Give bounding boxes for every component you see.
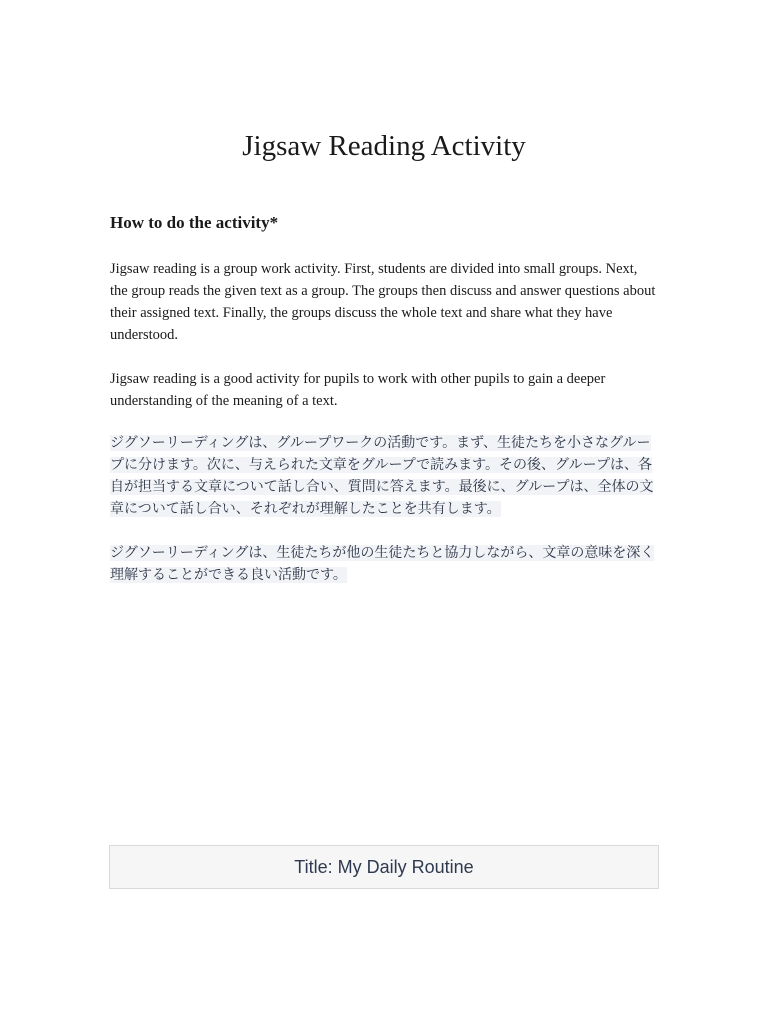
section-heading: How to do the activity*	[110, 213, 279, 232]
paragraph-english-1: Jigsaw reading is a group work activity. First, students are divided into small groups. Next, the group reads the given text as a group. The groups then discuss and answer questions about their assigned text. Finally, the groups discuss the whole text and share what they have understood.	[110, 261, 656, 343]
paragraph-japanese-2-text: ジグソーリーディングは、生徒たちが他の生徒たちと協力しながら、文章の意味を深く理解することができる良い活動です。	[110, 545, 655, 583]
title-box-label: Title: My Daily Routine	[294, 856, 474, 877]
paragraph-japanese-1-text: ジグソーリーディングは、グループワークの活動です。まず、生徒たちを小さなグループに分けます。次に、与えられた文章をグループで読みます。その後、グループは、各自が担当する文章について話し合い、質問に答えます。最後に、グループは、全体の文章について話し合い、それぞれが理解したことを共有します。	[110, 435, 654, 517]
paragraph-english-2: Jigsaw reading is a good activity for pupils to work with other pupils to gain a deeper understanding of the meaning of a text.	[110, 371, 606, 409]
paragraph-japanese-2	[110, 542, 662, 586]
page-title: Jigsaw Reading Activity	[242, 130, 526, 162]
title-box	[109, 845, 659, 889]
paragraph-japanese-1	[110, 432, 662, 520]
